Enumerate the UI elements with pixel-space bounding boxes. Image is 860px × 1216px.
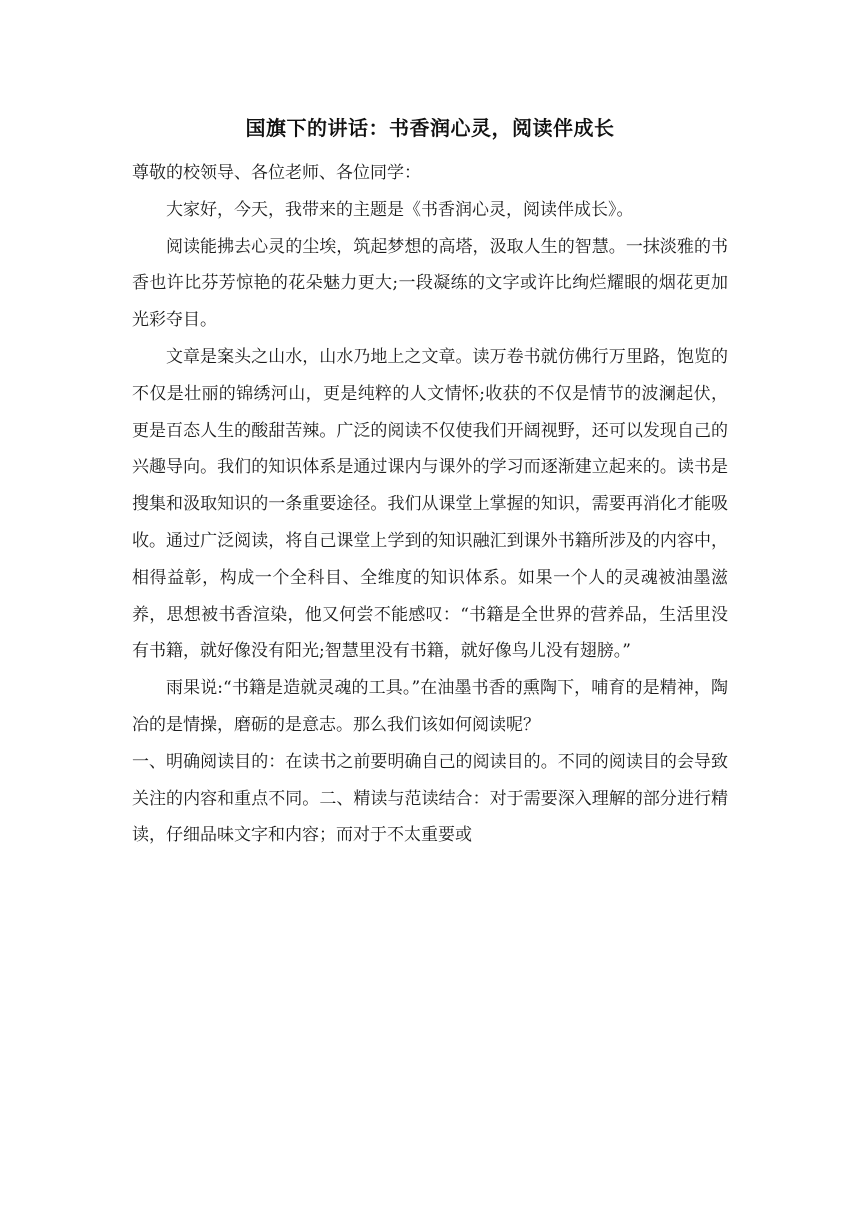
paragraph-reading-methods: 一、明确阅读目的：在读书之前要明确自己的阅读目的。不同的阅读目的会导致关注的内容和重点不同。二、精读与范读结合：对于需要深入理解的部分进行精读，仔细品味文字和内容；而对于不太重要或 — [132, 751, 728, 846]
document-body — [132, 155, 728, 854]
paragraph-knowledge-system: 文章是案头之山水，山水乃地上之文章。读万卷书就仿佛行万里路，饱览的不仅是壮丽的锦绣河山，更是纯粹的人文情怀;收获的不仅是情节的波澜起伏，更是百态人生的酸甜苦辣。广泛的阅读不仅使我们开阔视野，还可以发现自己的兴趣导向。我们的知识体系是通过课内与课外的学习而逐渐建立起来的。读书是搜集和汲取知识的一条重要途径。我们从课堂上掌握的知识，需要再消化才能吸收。通过广泛阅读，将自己课堂上学到的知识融汇到课外书籍所涉及的内容中，相得益彰，构成一个全科目、全维度的知识体系。如果一个人的灵魂被油墨滋养，思想被书香渲染，他又何尝不能感叹：“书籍是全世界的营养品，生活里没有书籍，就好像没有阳光;智慧里没有书籍，就好像鸟儿没有翅膀。” — [132, 346, 728, 662]
document-title: 国旗下的讲话：书香润心灵，阅读伴成长 — [245, 116, 615, 140]
paragraph-hugo-quote: 雨果说:“书籍是造就灵魂的工具。”在油墨书香的熏陶下，哺育的是精神，陶冶的是情操，磨砺的是意志。那么我们该如何阅读呢？ — [132, 678, 728, 735]
paragraph-greeting: 大家好，今天，我带来的主题是《书香润心灵，阅读伴成长》。 — [166, 199, 634, 220]
paragraph-reading-benefits: 阅读能拂去心灵的尘埃，筑起梦想的高塔，汲取人生的智慧。一抹淡雅的书香也许比芬芳惊艳的花朵魅力更大;一段凝练的文字或许比绚烂耀眼的烟花更加光彩夺目。 — [132, 236, 728, 331]
salutation: 尊敬的校领导、各位老师、各位同学： — [132, 163, 421, 183]
